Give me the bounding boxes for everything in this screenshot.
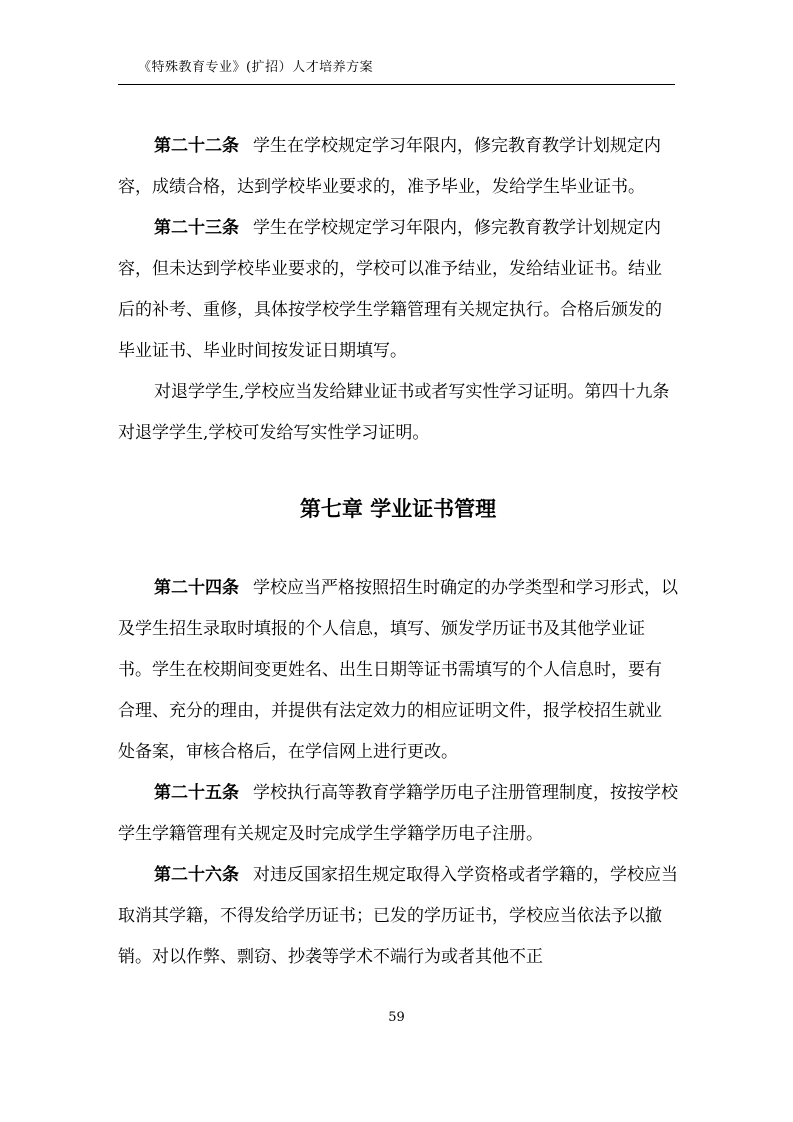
article-22 (118, 126, 678, 208)
chapter-heading: 第七章 学业证书管理 (299, 496, 497, 521)
document-body (118, 126, 678, 978)
article-number: 第二十四条 (154, 578, 239, 598)
article-24 (118, 568, 678, 773)
withdrawal-paragraph (118, 372, 678, 454)
article-25 (118, 773, 678, 855)
paragraph-text: 对退学学生,学校应当发给肄业证书或者写实性学习证明。第四十九条 对退学学生,学校可发给写实性学习证明。 (118, 382, 670, 443)
article-26 (118, 855, 678, 978)
article-text: 学生在学校规定学习年限内，修完教育教学计划规定内容，成绩合格，达到学校毕业要求的，准予毕业，发给学生毕业证书。 (118, 136, 661, 197)
article-text: 学校执行高等教育学籍学历电子注册管理制度，按按学校学生学籍管理有关规定及时完成学生学籍学历电子注册。 (118, 783, 678, 844)
page-header: 《特殊教育专业》(扩招）人才培养方案 (138, 60, 374, 75)
page-number: 59 (388, 1010, 405, 1025)
header-rule (118, 84, 675, 85)
article-number: 第二十二条 (154, 136, 239, 156)
article-number: 第二十六条 (154, 865, 239, 885)
article-text: 学校应当严格按照招生时确定的办学类型和学习形式，以及学生招生录取时填报的个人信息，填写、颁发学历证书及其他学业证书。学生在校期间变更姓名、出生日期等证书需填写的个人信息时，要有合理、充分的理由，并提供有法定效力的相应证明文件，报学校招生就业处备案，审核合格后，在学信网上进行更改。 (118, 578, 678, 762)
article-text: 学生在学校规定学习年限内，修完教育教学计划规定内容，但未达到学校毕业要求的，学校可以准予结业，发给结业证书。结业后的补考、重修，具体按学校学生学籍管理有关规定执行。合格后颁发的毕业证书、毕业时间按发证日期填写。 (118, 218, 662, 361)
article-number: 第二十五条 (154, 783, 239, 803)
article-text: 对违反国家招生规定取得入学资格或者学籍的，学校应当取消其学籍，不得发给学历证书；已发的学历证书，学校应当依法予以撤销。对以作弊、剽窃、抄袭等学术不端行为或者其他不正 (118, 865, 678, 967)
article-number: 第二十三条 (154, 218, 239, 238)
article-23 (118, 208, 678, 372)
